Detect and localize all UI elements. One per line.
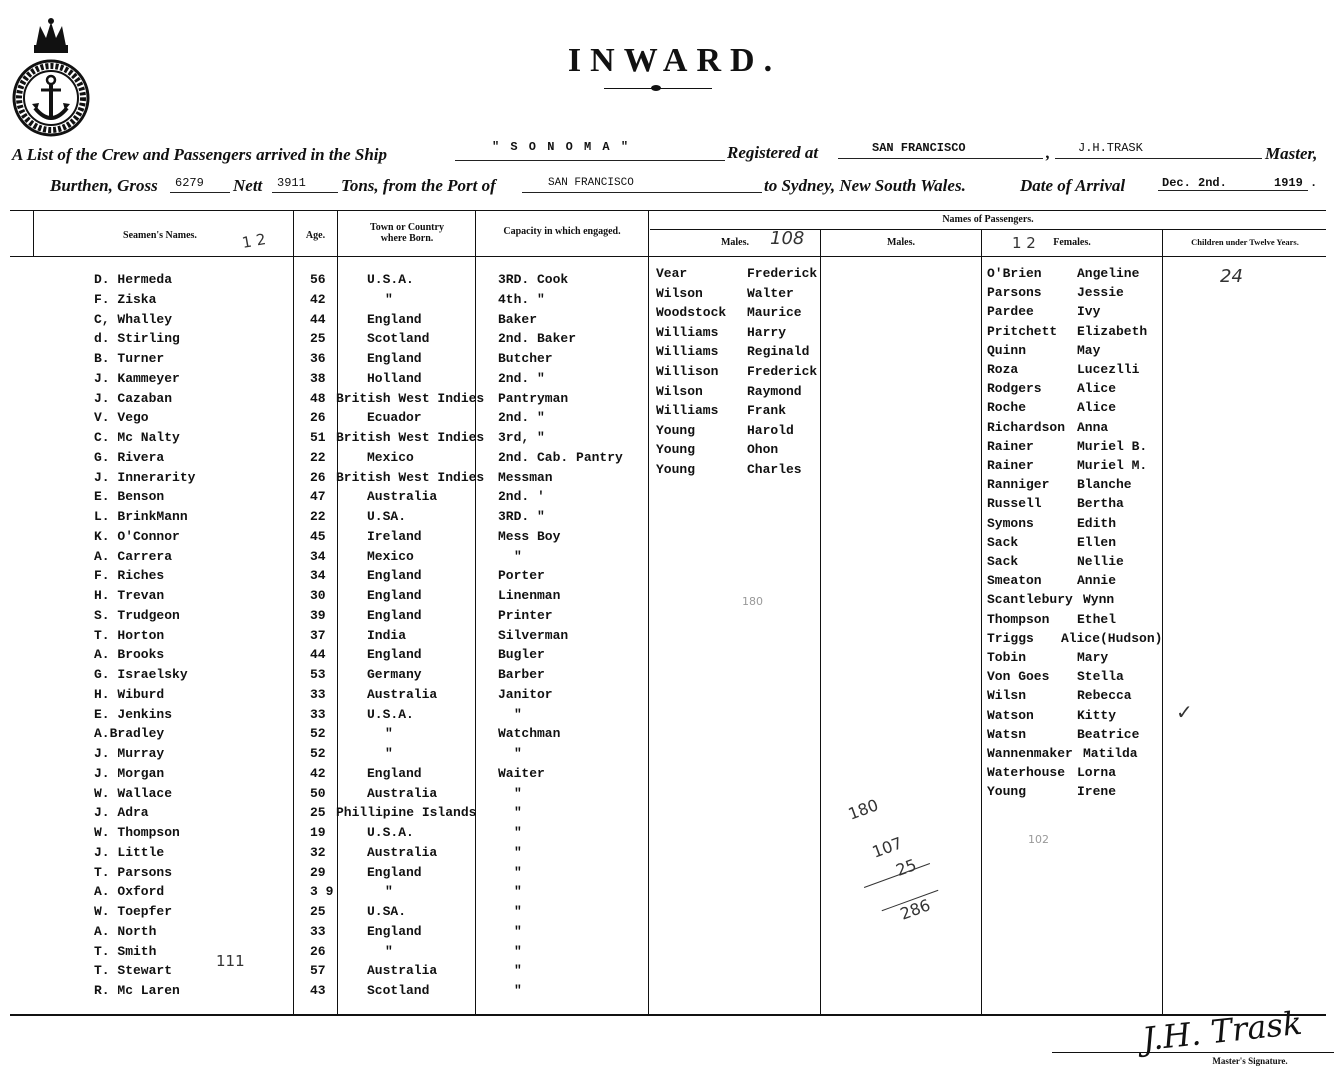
crew-age: 3 9 bbox=[310, 884, 334, 899]
male-passenger-surname: Wilson bbox=[656, 384, 703, 399]
female-passenger-given-name: May bbox=[1077, 343, 1101, 358]
crew-capacity: Butcher bbox=[498, 351, 553, 366]
arrival-underline bbox=[1158, 190, 1308, 191]
crew-capacity: Watchman bbox=[498, 726, 561, 741]
crew-birthplace: Mexico bbox=[367, 450, 414, 465]
female-passenger-given-name: Bertha bbox=[1077, 496, 1124, 511]
crew-name: F. Riches bbox=[94, 568, 165, 583]
crew-age: 47 bbox=[310, 489, 326, 504]
crew-capacity: 3RD. " bbox=[498, 509, 545, 524]
crew-name: W. Wallace bbox=[94, 786, 173, 801]
female-passenger-given-name: Elizabeth bbox=[1077, 324, 1148, 339]
female-passenger-surname: Tobin bbox=[987, 650, 1027, 665]
female-passenger-given-name: Ellen bbox=[1077, 535, 1117, 550]
crew-name: V. Vego bbox=[94, 410, 149, 425]
col-divider bbox=[293, 210, 294, 1014]
crew-age: 34 bbox=[310, 549, 326, 564]
crew-name: L. BrinkMann bbox=[94, 509, 188, 524]
crew-capacity: " bbox=[514, 786, 522, 801]
crew-age: 36 bbox=[310, 351, 326, 366]
male-passenger-given-name: Maurice bbox=[747, 305, 802, 320]
female-passenger-surname: Quinn bbox=[987, 343, 1027, 358]
female-passenger-surname: Waterhouse bbox=[987, 765, 1066, 780]
male-passenger-given-name: Frederick bbox=[747, 266, 818, 281]
crew-age: 25 bbox=[310, 805, 326, 820]
crew-age: 42 bbox=[310, 292, 326, 307]
crew-age: 39 bbox=[310, 608, 326, 623]
crew-age: 43 bbox=[310, 983, 326, 998]
female-passenger-given-name: Alice bbox=[1077, 381, 1117, 396]
tally-sum-3: 25 bbox=[893, 855, 919, 880]
crew-birthplace: U.SA. bbox=[367, 904, 407, 919]
male-passenger-surname: Williams bbox=[656, 403, 719, 418]
crew-birthplace: British West Indies bbox=[336, 391, 485, 406]
female-passenger-surname: Rainer bbox=[987, 458, 1034, 473]
crew-name: W. Toepfer bbox=[94, 904, 173, 919]
female-passenger-given-name: Lucezlli bbox=[1077, 362, 1140, 377]
table-top-rule bbox=[10, 210, 1326, 211]
crew-name: A. Carrera bbox=[94, 549, 173, 564]
crew-birthplace: Australia bbox=[367, 489, 438, 504]
crew-age: 37 bbox=[310, 628, 326, 643]
female-passenger-given-name: Matilda bbox=[1083, 746, 1138, 761]
crew-birthplace: British West Indies bbox=[336, 430, 485, 445]
registered-comma: , bbox=[1046, 143, 1051, 162]
crew-capacity: " bbox=[514, 805, 522, 820]
crew-name: H. Wiburd bbox=[94, 687, 165, 702]
arrival-date: Dec. 2nd. bbox=[1162, 176, 1227, 190]
master-signature: J.H. Trask bbox=[1140, 1003, 1304, 1059]
col-header-males: Males. bbox=[720, 237, 750, 248]
crew-capacity: 4th. " bbox=[498, 292, 545, 307]
crew-birthplace: Holland bbox=[367, 371, 422, 386]
col-header-males-2: Males. bbox=[886, 237, 916, 248]
female-passenger-given-name: Alice bbox=[1077, 400, 1117, 415]
crew-age: 26 bbox=[310, 410, 326, 425]
crew-name: G. Rivera bbox=[94, 450, 165, 465]
male-passenger-given-name: Walter bbox=[747, 286, 794, 301]
crew-capacity: Linenman bbox=[498, 588, 561, 603]
female-passenger-surname: Rainer bbox=[987, 439, 1034, 454]
col-divider bbox=[475, 210, 476, 1014]
registered-label: Registered at bbox=[727, 143, 819, 162]
male-passenger-surname: Young bbox=[656, 462, 696, 477]
col-divider bbox=[1162, 229, 1163, 1014]
male-passenger-surname: Willison bbox=[656, 364, 719, 379]
crew-capacity: Mess Boy bbox=[498, 529, 561, 544]
table-bottom-rule bbox=[10, 1014, 1326, 1016]
crew-birthplace: England bbox=[367, 312, 422, 327]
crew-birthplace: England bbox=[367, 588, 422, 603]
crew-name: R. Mc Laren bbox=[94, 983, 180, 998]
crew-birthplace: Ecuador bbox=[367, 410, 422, 425]
list-heading: A List of the Crew and Passengers arrived in the Ship bbox=[12, 145, 387, 164]
female-passenger-surname: Rodgers bbox=[987, 381, 1042, 396]
side-check-mark: ✓ bbox=[1176, 700, 1193, 724]
crew-age: 30 bbox=[310, 588, 326, 603]
crew-birthplace: British West Indies bbox=[336, 470, 485, 485]
crew-capacity: 2nd. ' bbox=[498, 489, 545, 504]
female-passenger-surname: Symons bbox=[987, 516, 1034, 531]
col-header-children: Children under Twelve Years. bbox=[1191, 237, 1299, 247]
female-passenger-given-name: Ethel bbox=[1077, 612, 1117, 627]
col-divider bbox=[981, 229, 982, 1014]
female-passenger-surname: Pardee bbox=[987, 304, 1034, 319]
signature-label: Master's Signature. bbox=[1212, 1056, 1288, 1066]
crew-birthplace: Germany bbox=[367, 667, 422, 682]
crew-name: J. Morgan bbox=[94, 766, 165, 781]
crew-name: J. Cazaban bbox=[94, 391, 173, 406]
crew-age: 25 bbox=[310, 331, 326, 346]
male-passenger-given-name: Raymond bbox=[747, 384, 802, 399]
crew-birthplace: " bbox=[385, 292, 393, 307]
ship-underline bbox=[455, 160, 725, 161]
crew-birthplace: England bbox=[367, 924, 422, 939]
crew-age: 53 bbox=[310, 667, 326, 682]
crew-birthplace: England bbox=[367, 568, 422, 583]
crew-birthplace: Mexico bbox=[367, 549, 414, 564]
female-passenger-surname: Watsn bbox=[987, 727, 1027, 742]
crew-age: 48 bbox=[310, 391, 326, 406]
female-passenger-surname: Parsons bbox=[987, 285, 1042, 300]
crew-name: C. Mc Nalty bbox=[94, 430, 180, 445]
col-header-females: Females. bbox=[1053, 237, 1091, 248]
female-passenger-surname: Wilsn bbox=[987, 688, 1027, 703]
female-passenger-surname: O'Brien bbox=[987, 266, 1042, 281]
female-passenger-surname: Triggs bbox=[987, 631, 1034, 646]
crew-birthplace: " bbox=[385, 726, 393, 741]
crew-birthplace: England bbox=[367, 865, 422, 880]
female-passenger-surname: Russell bbox=[987, 496, 1042, 511]
crew-age: 52 bbox=[310, 746, 326, 761]
crew-capacity: " bbox=[514, 865, 522, 880]
crew-name: H. Trevan bbox=[94, 588, 165, 603]
crew-name: G. Israelsky bbox=[94, 667, 188, 682]
female-passenger-given-name: Blanche bbox=[1077, 477, 1132, 492]
female-passenger-surname: Scantlebury bbox=[987, 592, 1073, 607]
port-of-departure: SAN FRANCISCO bbox=[548, 177, 634, 189]
crew-capacity: 2nd. " bbox=[498, 410, 545, 425]
crew-birthplace: " bbox=[385, 884, 393, 899]
crew-age: 45 bbox=[310, 529, 326, 544]
col-header-capacity: Capacity in which engaged. bbox=[503, 226, 621, 237]
crew-name: K. O'Connor bbox=[94, 529, 180, 544]
crew-name: A. Brooks bbox=[94, 647, 165, 662]
crew-birthplace: U.S.A. bbox=[367, 825, 414, 840]
crew-name: J. Adra bbox=[94, 805, 149, 820]
col-divider bbox=[820, 229, 821, 1014]
crew-name: J. Little bbox=[94, 845, 165, 860]
female-passenger-given-name: Stella bbox=[1077, 669, 1124, 684]
crew-name: E. Benson bbox=[94, 489, 165, 504]
col-header-names: Seamen's Names. bbox=[123, 230, 197, 241]
crew-name: J. Kammeyer bbox=[94, 371, 180, 386]
crew-capacity: " bbox=[514, 884, 522, 899]
tally-sum-1: 180 bbox=[845, 795, 881, 824]
crew-capacity: Janitor bbox=[498, 687, 553, 702]
male-passenger-surname: Young bbox=[656, 423, 696, 438]
crew-name: E. Jenkins bbox=[94, 707, 173, 722]
crew-capacity: 2nd. Baker bbox=[498, 331, 577, 346]
male-passenger-given-name: Ohon bbox=[747, 442, 779, 457]
crew-birthplace: England bbox=[367, 766, 422, 781]
crew-birthplace: Australia bbox=[367, 845, 438, 860]
crew-name: A. North bbox=[94, 924, 157, 939]
header-bottom-rule bbox=[10, 256, 1326, 257]
crew-age: 57 bbox=[310, 963, 326, 978]
crew-birthplace: Australia bbox=[367, 786, 438, 801]
male-passenger-surname: Williams bbox=[656, 325, 719, 340]
crew-name: F. Ziska bbox=[94, 292, 157, 307]
crew-capacity: " bbox=[514, 707, 522, 722]
crew-age: 32 bbox=[310, 845, 326, 860]
male-passenger-given-name: Frank bbox=[747, 403, 787, 418]
crew-capacity: 3RD. Cook bbox=[498, 272, 569, 287]
crew-age: 50 bbox=[310, 786, 326, 801]
female-passenger-surname: Thompson bbox=[987, 612, 1050, 627]
crew-capacity: " bbox=[514, 963, 522, 978]
stewart-tally-mark: 111 bbox=[216, 952, 245, 970]
male-passenger-surname: Williams bbox=[656, 344, 719, 359]
title-ornament bbox=[651, 85, 661, 91]
port-underline bbox=[522, 192, 762, 193]
females-tally-mark: 1 2 bbox=[1012, 234, 1036, 252]
female-passenger-surname: Pritchett bbox=[987, 324, 1058, 339]
female-passenger-surname: Roche bbox=[987, 400, 1027, 415]
female-passenger-given-name: Irene bbox=[1077, 784, 1117, 799]
crew-birthplace: Australia bbox=[367, 687, 438, 702]
female-passenger-given-name: Muriel B. bbox=[1077, 439, 1148, 454]
mid-page-mark: 180 bbox=[742, 595, 763, 608]
female-passenger-given-name: Wynn bbox=[1083, 592, 1115, 607]
female-passenger-given-name: Lorna bbox=[1077, 765, 1117, 780]
registered-underline bbox=[838, 158, 1043, 159]
male-passenger-given-name: Harry bbox=[747, 325, 787, 340]
crew-name: T. Smith bbox=[94, 944, 157, 959]
female-passenger-given-name: Rebecca bbox=[1077, 688, 1132, 703]
crew-capacity: " bbox=[514, 924, 522, 939]
male-passenger-given-name: Frederick bbox=[747, 364, 818, 379]
male-passenger-surname: Young bbox=[656, 442, 696, 457]
male-passenger-given-name: Charles bbox=[747, 462, 802, 477]
master-underline bbox=[1055, 158, 1262, 159]
crew-age: 26 bbox=[310, 944, 326, 959]
female-passenger-given-name: Mary bbox=[1077, 650, 1109, 665]
registered-port: SAN FRANCISCO bbox=[872, 141, 966, 155]
female-count-mark: 102 bbox=[1028, 833, 1049, 846]
crew-name: D. Hermeda bbox=[94, 272, 173, 287]
crew-age: 33 bbox=[310, 924, 326, 939]
crew-capacity: Printer bbox=[498, 608, 553, 623]
crew-age: 33 bbox=[310, 707, 326, 722]
gross-underline bbox=[170, 192, 230, 193]
female-passenger-surname: Richardson bbox=[987, 420, 1066, 435]
male-passenger-given-name: Reginald bbox=[747, 344, 810, 359]
male-passenger-surname: Wilson bbox=[656, 286, 703, 301]
crew-capacity: Bugler bbox=[498, 647, 545, 662]
female-passenger-given-name: Nellie bbox=[1077, 554, 1124, 569]
female-passenger-given-name: Kitty bbox=[1077, 708, 1117, 723]
crew-birthplace: Australia bbox=[367, 963, 438, 978]
crew-name: T. Stewart bbox=[94, 963, 173, 978]
crew-capacity: Pantryman bbox=[498, 391, 569, 406]
crew-capacity: " bbox=[514, 825, 522, 840]
crew-age: 34 bbox=[310, 568, 326, 583]
crew-name: T. Horton bbox=[94, 628, 165, 643]
crew-capacity: Silverman bbox=[498, 628, 569, 643]
male-passenger-given-name: Harold bbox=[747, 423, 794, 438]
crew-birthplace: Scotland bbox=[367, 331, 430, 346]
female-passenger-surname: Sack bbox=[987, 535, 1019, 550]
crew-capacity: " bbox=[514, 983, 522, 998]
crew-birthplace: Scotland bbox=[367, 983, 430, 998]
female-passenger-given-name: Alice(Hudson) bbox=[1061, 631, 1163, 646]
col-divider bbox=[33, 210, 34, 256]
crew-age: 56 bbox=[310, 272, 326, 287]
crew-age: 33 bbox=[310, 687, 326, 702]
crew-age: 29 bbox=[310, 865, 326, 880]
female-passenger-surname: Smeaton bbox=[987, 573, 1042, 588]
nett-label: Nett bbox=[233, 176, 263, 195]
crew-birthplace: England bbox=[367, 608, 422, 623]
crew-age: 52 bbox=[310, 726, 326, 741]
crew-capacity: " bbox=[514, 549, 522, 564]
crew-birthplace: U.S.A. bbox=[367, 272, 414, 287]
crew-name: C, Whalley bbox=[94, 312, 173, 327]
crew-age: 42 bbox=[310, 766, 326, 781]
female-passenger-given-name: Edith bbox=[1077, 516, 1117, 531]
tally-sum-2: 107 bbox=[869, 833, 905, 862]
female-passenger-surname: Roza bbox=[987, 362, 1019, 377]
crew-age: 26 bbox=[310, 470, 326, 485]
col-header-town: Town or Country where Born. bbox=[370, 222, 444, 244]
crew-name: J. Innerarity bbox=[94, 470, 196, 485]
males-count-mark: 108 bbox=[770, 228, 805, 249]
crew-birthplace: Ireland bbox=[367, 529, 422, 544]
crew-age: 44 bbox=[310, 312, 326, 327]
col-divider bbox=[337, 210, 338, 1014]
crew-birthplace: U.S.A. bbox=[367, 707, 414, 722]
arrival-label: Date of Arrival bbox=[1020, 176, 1126, 195]
crew-birthplace: U.SA. bbox=[367, 509, 407, 524]
tally-total: 286 bbox=[897, 895, 933, 924]
female-passenger-given-name: Beatrice bbox=[1077, 727, 1140, 742]
burthen-label: Burthen, Gross bbox=[50, 176, 158, 195]
crew-birthplace: England bbox=[367, 351, 422, 366]
ship-name: " S O N O M A " bbox=[492, 140, 631, 154]
page-title: INWARD. bbox=[567, 42, 782, 79]
crew-capacity: " bbox=[514, 944, 522, 959]
crew-age: 22 bbox=[310, 509, 326, 524]
male-passenger-surname: Vear bbox=[656, 266, 688, 281]
crew-age: 44 bbox=[310, 647, 326, 662]
master-name: J.H.TRASK bbox=[1078, 141, 1143, 155]
female-passenger-given-name: Jessie bbox=[1077, 285, 1124, 300]
col-header-age: Age. bbox=[305, 230, 326, 241]
crew-capacity: " bbox=[514, 845, 522, 860]
crew-name: W. Thompson bbox=[94, 825, 180, 840]
master-label: Master, bbox=[1265, 144, 1318, 163]
crew-name: A. Oxford bbox=[94, 884, 165, 899]
names-tally-mark: 1 2 bbox=[240, 230, 268, 252]
crew-capacity: Messman bbox=[498, 470, 553, 485]
female-passenger-surname: Young bbox=[987, 784, 1027, 799]
crew-capacity: 3rd, " bbox=[498, 430, 545, 445]
gross-tonnage: 6279 bbox=[175, 176, 204, 190]
crew-name: S. Trudgeon bbox=[94, 608, 180, 623]
crew-age: 25 bbox=[310, 904, 326, 919]
female-passenger-surname: Watson bbox=[987, 708, 1034, 723]
nett-underline bbox=[272, 192, 338, 193]
crew-age: 38 bbox=[310, 371, 326, 386]
tons-port-label: Tons, from the Port of bbox=[341, 176, 496, 195]
crew-name: A.Bradley bbox=[94, 726, 165, 741]
crew-age: 51 bbox=[310, 430, 326, 445]
crew-name: B. Turner bbox=[94, 351, 165, 366]
female-passenger-given-name: Anna bbox=[1077, 420, 1109, 435]
crew-name: J. Murray bbox=[94, 746, 165, 761]
male-passenger-surname: Woodstock bbox=[656, 305, 727, 320]
crew-capacity: Waiter bbox=[498, 766, 545, 781]
col-header-passengers: Names of Passengers. bbox=[942, 214, 1034, 225]
crew-capacity: Baker bbox=[498, 312, 538, 327]
crew-capacity: 2nd. Cab. Pantry bbox=[498, 450, 623, 465]
female-passenger-surname: Sack bbox=[987, 554, 1019, 569]
crew-capacity: " bbox=[514, 904, 522, 919]
col-divider bbox=[648, 210, 649, 1014]
passenger-subheader-rule bbox=[650, 229, 1326, 230]
crew-birthplace: " bbox=[385, 746, 393, 761]
crew-capacity: " bbox=[514, 746, 522, 761]
female-passenger-given-name: Ivy bbox=[1077, 304, 1101, 319]
nett-tonnage: 3911 bbox=[277, 176, 306, 190]
female-passenger-surname: Von Goes bbox=[987, 669, 1050, 684]
children-count-mark: 24 bbox=[1220, 266, 1243, 287]
female-passenger-given-name: Muriel M. bbox=[1077, 458, 1148, 473]
crew-birthplace: India bbox=[367, 628, 407, 643]
crew-capacity: Porter bbox=[498, 568, 545, 583]
female-passenger-given-name: Angeline bbox=[1077, 266, 1140, 281]
crew-name: d. Stirling bbox=[94, 331, 180, 346]
arrival-year: 1919 . bbox=[1274, 176, 1318, 190]
female-passenger-given-name: Annie bbox=[1077, 573, 1117, 588]
crew-birthplace: England bbox=[367, 647, 422, 662]
female-passenger-surname: Wannenmaker bbox=[987, 746, 1073, 761]
crew-age: 19 bbox=[310, 825, 326, 840]
crew-name: T. Parsons bbox=[94, 865, 173, 880]
crew-birthplace: " bbox=[385, 944, 393, 959]
crew-birthplace: Phillipine Islands bbox=[336, 805, 477, 820]
crew-capacity: Barber bbox=[498, 667, 545, 682]
crew-capacity: 2nd. " bbox=[498, 371, 545, 386]
female-passenger-surname: Ranniger bbox=[987, 477, 1050, 492]
destination-label: to Sydney, New South Wales. bbox=[764, 176, 966, 195]
crew-age: 22 bbox=[310, 450, 326, 465]
